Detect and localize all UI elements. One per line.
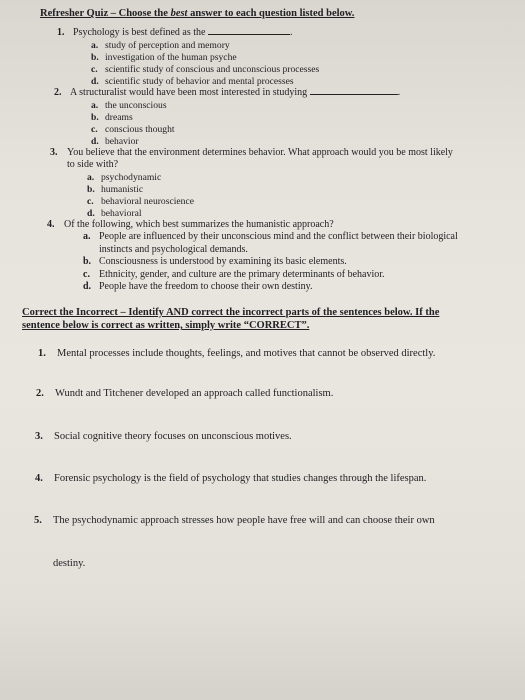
option-4a-line2: instincts and psychological demands. [99, 244, 248, 255]
question-text: Psychology is best defined as the [73, 27, 206, 38]
option-2d: d. behavior [91, 136, 139, 147]
mc-question-1 [57, 27, 292, 38]
option-1a: a. study of perception and memory [91, 40, 230, 51]
correction-item-4: 4. Forensic psychology is the field of psychology that studies changes through the lifespan. [35, 473, 427, 484]
correction-item-2: 2. Wundt and Titchener developed an approach called functionalism. [36, 388, 334, 399]
header-emphasis: best [170, 8, 188, 19]
question-text: Of the following, which best summarizes the humanistic approach? [64, 219, 334, 230]
option-1c: c. scientific study of conscious and unconscious processes [91, 64, 320, 75]
option-4a: a. People are influenced by their unconscious mind and the conflict between their biological [83, 231, 458, 242]
option-4c: c. Ethnicity, gender, and culture are the primary determinants of behavior. [83, 269, 385, 280]
correction-item-5: 5. The psychodynamic approach stresses how people have free will and can choose their own [34, 515, 435, 526]
option-3b: b. humanistic [87, 184, 144, 195]
option-3a: a. psychodynamic [87, 172, 162, 183]
question-text: You believe that the environment determines behavior. What approach would you be most likely [67, 147, 453, 158]
mc-question-4 [47, 219, 334, 230]
question-trail: . [397, 87, 401, 98]
option-4b: b. Consciousness is understood by examining its basic elements. [83, 256, 347, 267]
option-3d: d. behavioral [87, 208, 142, 219]
question-number: 4. [47, 219, 55, 230]
question-trail: . [289, 27, 293, 38]
option-2b: b. dreams [91, 112, 133, 123]
correction-item-5-line2: destiny. [53, 558, 86, 569]
question-number: 1. [57, 27, 65, 38]
header-suffix: answer to each question listed below. [187, 8, 355, 19]
mc-question-3-line2: to side with? [67, 159, 119, 170]
quiz-header [40, 8, 354, 19]
header-prefix: Refresher Quiz – Choose the [40, 8, 171, 19]
answer-blank [310, 94, 398, 95]
option-1b: b. investigation of the human psyche [91, 52, 237, 63]
option-2c: c. conscious thought [91, 124, 175, 135]
question-number: 2. [54, 87, 62, 98]
answer-blank [208, 34, 290, 35]
question-number: 3. [50, 147, 58, 158]
mc-question-3 [50, 147, 453, 158]
section2-heading: Correct the Incorrect – Identify AND correct the incorrect parts of the sentences below. If the [22, 307, 440, 318]
mc-question-2 [54, 87, 400, 98]
option-4d: d. People have the freedom to choose their own destiny. [83, 281, 313, 292]
correction-item-1: 1. Mental processes include thoughts, feelings, and motives that cannot be observed directly. [38, 348, 436, 359]
option-3c: c. behavioral neuroscience [87, 196, 194, 207]
option-2a: a. the unconscious [91, 100, 167, 111]
section2-heading-line2: sentence below is correct as written, simply write “CORRECT”. [22, 320, 310, 331]
correction-item-3: 3. Social cognitive theory focuses on unconscious motives. [35, 431, 292, 442]
question-text: A structuralist would have been most interested in studying [70, 87, 308, 98]
option-1d: d. scientific study of behavior and mental processes [91, 76, 294, 87]
